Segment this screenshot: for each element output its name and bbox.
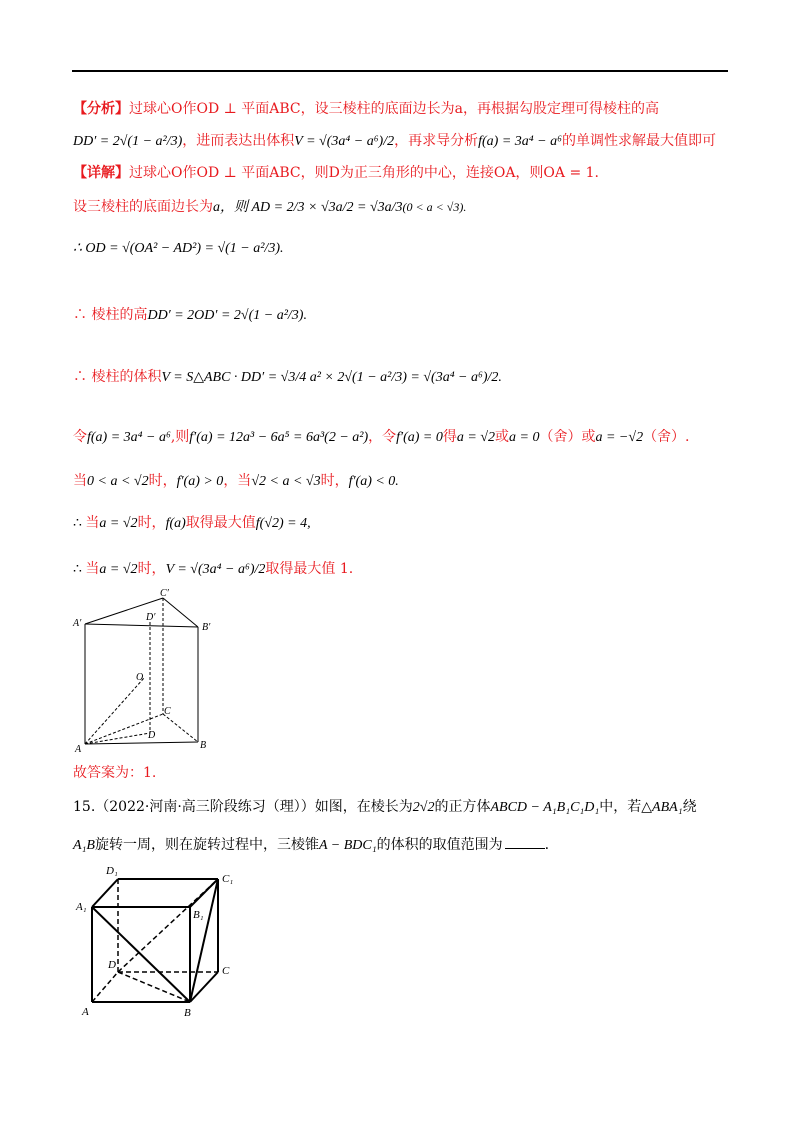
analysis-text-1: 过球心O作OD ⊥ 平面ABC，设三棱柱的底面边长为a，再根据勾股定理可得棱柱的高: [129, 101, 659, 117]
t9b: 当: [85, 561, 100, 577]
t6a: 令: [73, 429, 87, 445]
detail-line-1: [73, 162, 599, 182]
analysis-volume-formula: V = √(3a⁴ − a⁶)/2: [294, 134, 395, 149]
analysis-text-2: ，进而表达出体积: [182, 133, 295, 149]
interval2: √2 < a < √3: [251, 474, 321, 489]
t7e: ，当: [223, 473, 252, 489]
analysis-text-3: ，再求导分析: [394, 133, 479, 149]
detail-line-4: [73, 304, 307, 324]
p15-t2: 中，若: [599, 799, 642, 815]
detail-ad-formula: ，则 AD = 2/3 × √3a/2 = √3a/3: [220, 200, 403, 215]
t6e: ，令: [368, 429, 397, 445]
analysis-height-formula: DD′ = 2√(1 − a²/3): [73, 134, 183, 149]
detail-height-label: ∴ 棱柱的高: [73, 307, 148, 323]
answer-blank: [505, 848, 545, 849]
label-a-prime: A′: [73, 618, 82, 629]
label-c-prime: C′: [160, 588, 169, 599]
label-d-prime: D′: [146, 612, 156, 623]
label-d-cube: D: [108, 959, 116, 971]
label-c-cube: C: [222, 965, 230, 977]
detail-line-6: [73, 426, 690, 446]
label-d1: D₁: [106, 865, 118, 877]
detail-line-7: [73, 470, 399, 490]
interval1: 0 < a < √2: [87, 474, 149, 489]
detail-volume-formula: V = S△ABC · DD′ = √3/4 a² × 2√(1 − a²/3) = √(3a⁴ − a⁶)/2.: [161, 370, 502, 385]
analysis-tag: 【分析】: [73, 101, 129, 117]
fprime-zero: f′(a) = 0: [396, 430, 443, 445]
t8b: 当: [85, 515, 100, 531]
detail-text-1: 过球心O作OD ⊥ 平面ABC，则D为正三角形的中心，连接OA，则OA = 1.: [129, 165, 600, 181]
root2: a = 0: [509, 430, 540, 445]
t6i: 或: [495, 429, 510, 445]
detail-volume-label: ∴ 棱柱的体积: [73, 369, 162, 385]
p15-t5: 的体积的取值范围为: [376, 837, 503, 853]
f-def: f(a) = 3a⁴ − a⁶: [87, 430, 171, 445]
label-b-prime: B′: [202, 622, 211, 633]
analysis-f-formula: f(a) = 3a⁴ − a⁶: [478, 134, 562, 149]
detail-line-2: [73, 196, 466, 216]
detail-line-3: ∴ OD = √(OA² − AD²) = √(1 − a²/3).: [73, 241, 284, 256]
p15-t6: .: [544, 837, 550, 853]
t6k: （舍）或: [539, 429, 596, 445]
p15-t1: 的正方体: [434, 799, 491, 815]
t9f: 取得最大值 1.: [265, 561, 354, 577]
detail-line-5: [73, 366, 502, 386]
label-a: A: [75, 744, 82, 755]
a-value-8: a = √2: [99, 516, 138, 531]
fprime-def: f′(a) = 12a³ − 6a⁵ = 6a³(2 − a²): [189, 430, 369, 445]
label-b1: B₁: [193, 909, 204, 921]
detail-tag: 【详解】: [73, 165, 129, 181]
detail-line-9: [73, 558, 353, 578]
t6g: 得: [442, 429, 457, 445]
t6c: ,则: [170, 429, 190, 445]
therefore-8: ∴: [73, 516, 86, 531]
detail-a-range: (0 < a < √3).: [402, 200, 467, 214]
cube-figure: [62, 862, 252, 1022]
label-d: D: [148, 730, 156, 741]
axis-name: A₁B: [73, 838, 95, 853]
t7a: 当: [73, 473, 87, 489]
pyramid-name: A − BDC₁: [318, 838, 377, 853]
t8f: 取得最大值: [185, 515, 256, 531]
answer-line: 故答案为：1.: [73, 765, 157, 781]
root1: a = √2: [456, 430, 496, 445]
analysis-line-2: [73, 130, 716, 150]
therefore-9: ∴: [73, 562, 86, 577]
detail-var-a: a: [213, 200, 220, 215]
label-b: B: [200, 740, 207, 751]
triangle-name: △ABA₁: [641, 800, 683, 815]
t8d: 时，: [137, 515, 166, 531]
label-o: O: [136, 672, 144, 683]
problem-number: 15.: [73, 799, 96, 815]
a-value-9: a = √2: [99, 562, 138, 577]
t9d: 时，: [137, 561, 166, 577]
t7g: 时，: [320, 473, 349, 489]
detail-text-2a: 设三棱柱的底面边长为: [73, 199, 213, 215]
p15-t4: 旋转一周，则在旋转过程中，三棱锥: [94, 837, 319, 853]
analysis-text-4: 的单调性求解最大值即可: [561, 133, 716, 149]
label-a-cube: A: [82, 1006, 89, 1018]
label-c1: C₁: [222, 873, 234, 885]
problem15-line-1: [73, 796, 697, 816]
label-a1: A₁: [76, 901, 87, 913]
fmax: f(√2) = 4,: [255, 516, 311, 531]
t6m: （舍）.: [643, 429, 690, 445]
prism-figure: [70, 586, 220, 756]
p15-t3: 绕: [682, 799, 697, 815]
root3: a = −√2: [595, 430, 644, 445]
analysis-line-1: [73, 98, 659, 118]
label-c: C: [164, 706, 171, 717]
fprime-pos: f′(a) > 0: [176, 474, 224, 489]
problem15-line-2: [73, 834, 549, 854]
header-rule: [72, 70, 728, 72]
detail-line-8: [73, 512, 311, 532]
fprime-neg: f′(a) < 0.: [348, 474, 399, 489]
detail-height-formula: DD′ = 2OD′ = 2√(1 − a²/3).: [147, 308, 307, 323]
t7c: 时，: [148, 473, 177, 489]
v-formula-9: V = √(3a⁴ − a⁶)/2: [165, 562, 266, 577]
label-b-cube: B: [184, 1007, 191, 1019]
problem-source: （2022·河南·高三阶段练习（理））如图，在棱长为: [95, 799, 413, 815]
fa-8: f(a): [165, 516, 186, 531]
cube-name: ABCD − A₁B₁C₁D₁: [490, 800, 600, 815]
edge-length: 2√2: [412, 800, 435, 815]
